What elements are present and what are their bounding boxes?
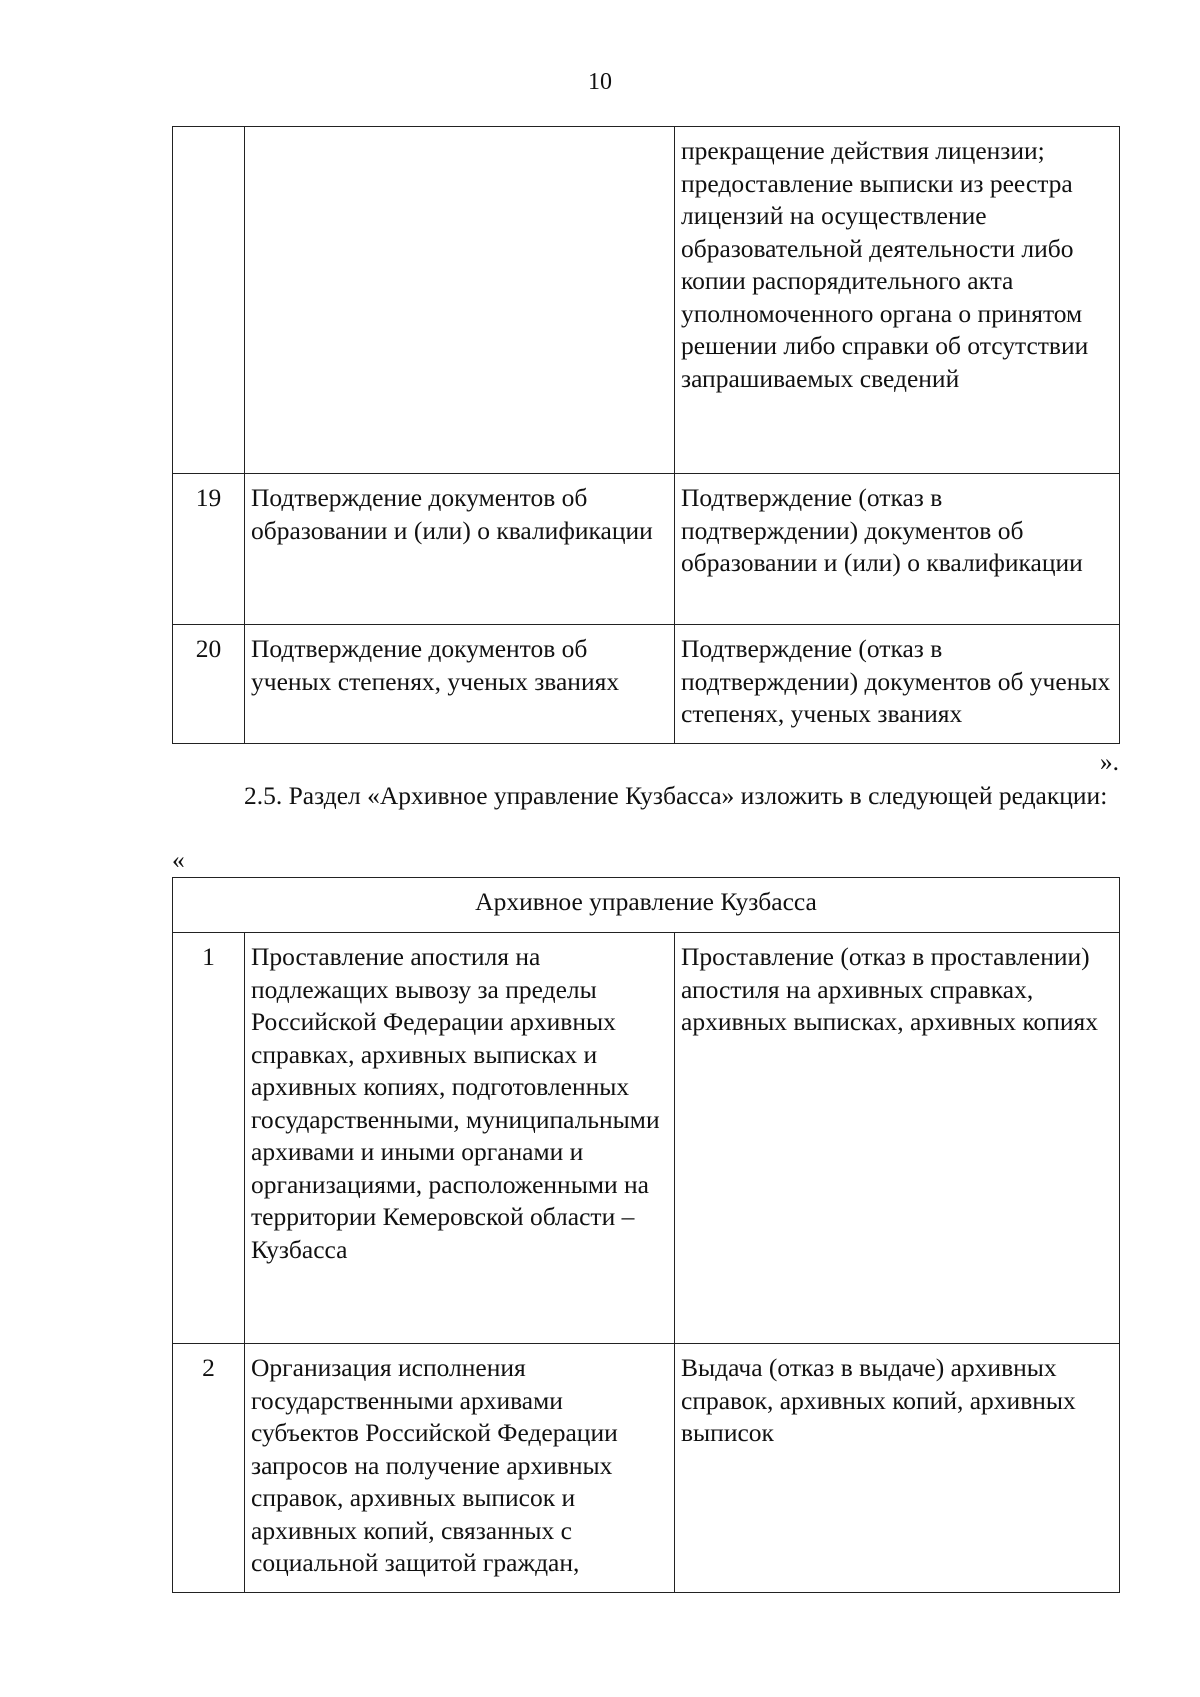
- section-header: Архивное управление Кузбасса: [173, 878, 1120, 933]
- opening-quote: «: [172, 845, 185, 874]
- archive-services-table: [172, 877, 1120, 1593]
- service-name: Проставление апостиля на подлежащих вывозу за пределы Российской Федерации архивных справках, архивных выписках и архивных копиях, подготовленных государственными, муниципальными архивами и иными органами и организациями, расположенными на территории Кемеровской области – Кузбасса: [245, 933, 675, 1344]
- table-row: [173, 127, 1120, 474]
- row-number: 2: [173, 1344, 245, 1593]
- service-name: Подтверждение документов об ученых степенях, ученых званиях: [245, 625, 675, 744]
- page-number: 10: [588, 69, 612, 95]
- row-number: 19: [173, 474, 245, 625]
- section-header-row: [173, 878, 1120, 933]
- row-number: [173, 127, 245, 474]
- closing-quote: ».: [1099, 747, 1119, 776]
- row-number: 20: [173, 625, 245, 744]
- service-result: прекращение действия лицензии; предоставление выписки из реестра лицензий на осуществление образовательной деятельности либо копии распорядительного акта уполномоченного органа о принятом решении либо справки об отсутствии запрашиваемых сведений: [675, 127, 1120, 474]
- table-row: [173, 933, 1120, 1344]
- row-number: 1: [173, 933, 245, 1344]
- table-row: [173, 625, 1120, 744]
- service-name: [245, 127, 675, 474]
- service-name: Подтверждение документов об образовании и (или) о квалификации: [245, 474, 675, 625]
- service-result: Выдача (отказ в выдаче) архивных справок, архивных копий, архивных выписок: [675, 1344, 1120, 1593]
- service-name: Организация исполнения государственными архивами субъектов Российской Федерации запросов на получение архивных справок, архивных выписок и архивных копий, связанных с социальной защитой граждан,: [245, 1344, 675, 1593]
- table-row: [173, 474, 1120, 625]
- table-row: [173, 1344, 1120, 1593]
- service-result: Подтверждение (отказ в подтверждении) документов об ученых степенях, ученых званиях: [675, 625, 1120, 744]
- amendment-paragraph: 2.5. Раздел «Архивное управление Кузбасса» изложить в следующей редакции:: [244, 781, 1108, 810]
- service-result: Подтверждение (отказ в подтверждении) документов об образовании и (или) о квалификации: [675, 474, 1120, 625]
- service-result: Проставление (отказ в проставлении) апостиля на архивных справках, архивных выписках, архивных копиях: [675, 933, 1120, 1344]
- services-table-continued: [172, 126, 1120, 744]
